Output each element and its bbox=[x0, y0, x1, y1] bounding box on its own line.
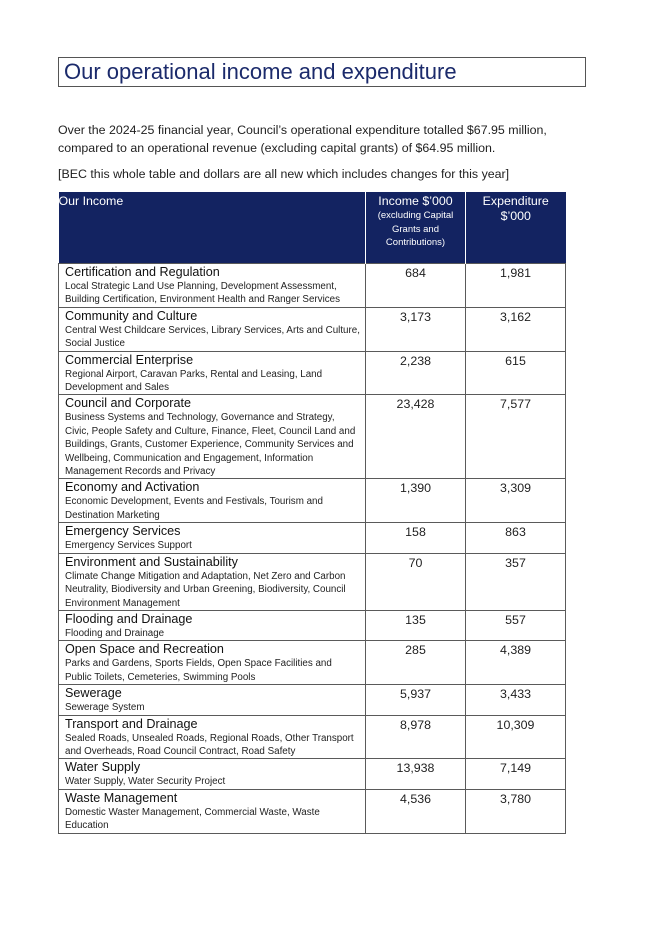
income-value: 13,938 bbox=[366, 759, 466, 789]
category-description: Regional Airport, Caravan Parks, Rental and Leasing, Land Development and Sales bbox=[65, 368, 323, 394]
category-name: Emergency Services bbox=[65, 524, 181, 539]
category-description: Central West Childcare Services, Library Services, Arts and Culture, Social Justice bbox=[65, 324, 360, 350]
table-row bbox=[59, 610, 566, 640]
category-name: Sewerage bbox=[65, 686, 122, 701]
category-description: Domestic Waster Management, Commercial Waste, Waste Education bbox=[65, 806, 320, 832]
header-income-subtext: (excluding Capital Grants and Contributions) bbox=[377, 210, 454, 248]
category-name: Waste Management bbox=[65, 790, 178, 805]
category-description: Sewerage System bbox=[65, 702, 145, 714]
income-value: 135 bbox=[366, 610, 466, 640]
category-description: Local Strategic Land Use Planning, Development Assessment, Building Certification, Environment Health and Ranger Services bbox=[65, 281, 340, 306]
expenditure-value: 3,433 bbox=[466, 685, 566, 715]
category-name: Open Space and Recreation bbox=[65, 642, 224, 657]
editor-note: [BEC this whole table and dollars are all new which includes changes for this year] bbox=[58, 167, 510, 181]
table-header-row bbox=[59, 192, 566, 264]
category-cell bbox=[59, 479, 366, 523]
income-expenditure-table bbox=[58, 192, 566, 834]
category-cell bbox=[59, 351, 366, 395]
income-value: 285 bbox=[366, 641, 466, 685]
category-cell bbox=[59, 789, 366, 833]
income-value: 158 bbox=[366, 523, 466, 553]
income-value: 1,390 bbox=[366, 479, 466, 523]
table-row bbox=[59, 759, 566, 789]
category-cell bbox=[59, 553, 366, 610]
category-cell bbox=[59, 307, 366, 351]
category-name: Certification and Regulation bbox=[65, 265, 220, 279]
category-cell bbox=[59, 759, 366, 789]
category-description: Economic Development, Events and Festivals, Tourism and Destination Marketing bbox=[65, 496, 323, 521]
category-name: Council and Corporate bbox=[65, 396, 192, 411]
category-name: Economy and Activation bbox=[65, 480, 200, 495]
income-value: 70 bbox=[366, 553, 466, 610]
category-name: Flooding and Drainage bbox=[65, 611, 193, 626]
expenditure-value: 10,309 bbox=[466, 715, 566, 759]
category-cell bbox=[59, 523, 366, 553]
income-value: 4,536 bbox=[366, 789, 466, 833]
header-income: Income $’000 (excluding Capital Grants and Contributions) bbox=[366, 192, 466, 264]
table-row bbox=[59, 523, 566, 553]
category-description: Business Systems and Technology, Governance and Strategy, Civic, People Safety and Culture, Finance, Fleet, Council Land and Buildings, Grants, Customer Experience, Community Services and Wellbeing, Communication and Engagement, Information Management Records and Privacy bbox=[65, 412, 356, 478]
table-row bbox=[59, 553, 566, 610]
category-cell bbox=[59, 715, 366, 759]
table-body bbox=[59, 264, 566, 834]
category-description: Parks and Gardens, Sports Fields, Open Space Facilities and Public Toilets, Cemeteries, Swimming Pools bbox=[65, 658, 332, 683]
category-name: Transport and Drainage bbox=[65, 716, 198, 731]
expenditure-value: 3,780 bbox=[466, 789, 566, 833]
category-description: Emergency Services Support bbox=[65, 540, 192, 552]
category-cell bbox=[59, 264, 366, 308]
category-cell bbox=[59, 610, 366, 640]
income-value: 5,937 bbox=[366, 685, 466, 715]
expenditure-value: 357 bbox=[466, 553, 566, 610]
expenditure-value: 3,162 bbox=[466, 307, 566, 351]
income-value: 684 bbox=[366, 264, 466, 308]
expenditure-value: 863 bbox=[466, 523, 566, 553]
expenditure-value: 4,389 bbox=[466, 641, 566, 685]
category-name: Community and Culture bbox=[65, 308, 198, 323]
category-description: Climate Change Mitigation and Adaptation, Net Zero and Carbon Neutrality, Biodiversity and Urban Greening, Biodiversity, Council Environment Management bbox=[65, 570, 346, 609]
table-row bbox=[59, 641, 566, 685]
income-value: 3,173 bbox=[366, 307, 466, 351]
expenditure-value: 557 bbox=[466, 610, 566, 640]
page-title: Our operational income and expenditure bbox=[64, 59, 457, 84]
category-cell bbox=[59, 641, 366, 685]
category-description: Sealed Roads, Unsealed Roads, Regional Roads, Other Transport and Overheads, Road Council Contract, Road Safety bbox=[65, 732, 354, 757]
expenditure-value: 7,577 bbox=[466, 395, 566, 479]
category-cell bbox=[59, 395, 366, 479]
header-expenditure: Expenditure $’000 bbox=[466, 192, 566, 264]
page-title-box bbox=[58, 57, 586, 87]
table-row bbox=[59, 479, 566, 523]
income-value: 8,978 bbox=[366, 715, 466, 759]
income-value: 23,428 bbox=[366, 395, 466, 479]
table-row bbox=[59, 307, 566, 351]
intro-paragraph: Over the 2024-25 financial year, Council’s operational expenditure totalled $67.95 million, compared to an operational revenue (excluding capital grants) of $64.95 million. bbox=[58, 123, 547, 155]
expenditure-value: 615 bbox=[466, 351, 566, 395]
category-description: Flooding and Drainage bbox=[65, 627, 165, 639]
table-row bbox=[59, 395, 566, 479]
income-value: 2,238 bbox=[366, 351, 466, 395]
category-name: Environment and Sustainability bbox=[65, 554, 238, 569]
category-cell bbox=[59, 685, 366, 715]
expenditure-value: 1,981 bbox=[466, 264, 566, 308]
expenditure-value: 3,309 bbox=[466, 479, 566, 523]
category-name: Commercial Enterprise bbox=[65, 352, 194, 367]
category-description: Water Supply, Water Security Project bbox=[65, 776, 226, 788]
header-our-income: Our Income bbox=[59, 192, 366, 264]
expenditure-value: 7,149 bbox=[466, 759, 566, 789]
table-row bbox=[59, 351, 566, 395]
table-row bbox=[59, 715, 566, 759]
table-row bbox=[59, 789, 566, 833]
category-name: Water Supply bbox=[65, 760, 141, 775]
table-row bbox=[59, 264, 566, 308]
table-row bbox=[59, 685, 566, 715]
